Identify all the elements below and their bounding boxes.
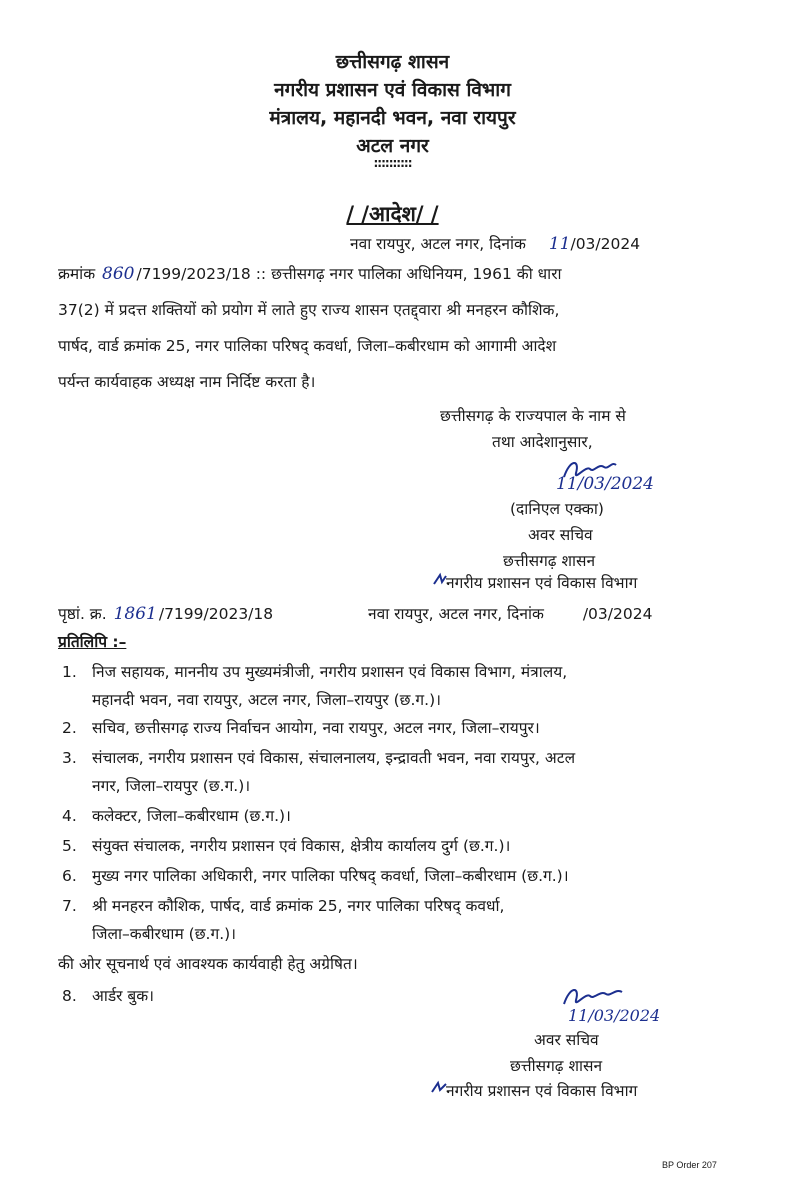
footer-label: BP Order 207 — [662, 1160, 717, 1170]
header-address: मंत्रालय, महानदी भवन, नवा रायपुर — [269, 107, 516, 129]
sig1-line2: तथा आदेशानुसार, — [492, 433, 593, 451]
order-date-handwritten: 11 — [548, 234, 571, 254]
forward-text: की ओर सूचनार्थ एवं आवश्यक कार्यवाही हेतु अग्रेषित। — [58, 955, 358, 973]
list-item-number: 4. — [62, 807, 77, 825]
list-item — [62, 894, 504, 916]
list-item-text: संचालक, नगरीय प्रशासन एवं विकास, संचालनालय, इन्द्रावती भवन, नवा रायपुर, अटल — [92, 749, 576, 767]
order-ref-prefix: क्रमांक — [58, 265, 96, 283]
order-ref-rest: /7199/2023/18 :: — [136, 265, 267, 283]
list-item-number: 3. — [62, 749, 77, 767]
header-divider: :::::::::: — [373, 156, 412, 170]
list-item-text: मुख्य नगर पालिका अधिकारी, नगर पालिका परिषद् कवर्धा, जिला–कबीरधाम (छ.ग.)। — [92, 867, 569, 885]
endorse-ref-handwritten: 1861 — [113, 604, 157, 624]
order-ref-handwritten: 860 — [102, 264, 135, 284]
sig2-dept: नगरीय प्रशासन एवं विकास विभाग — [446, 1082, 638, 1100]
list-item — [62, 804, 291, 826]
order-place-date: नवा रायपुर, अटल नगर, दिनांक — [350, 235, 526, 253]
endorse-date-line — [368, 602, 652, 624]
list-item-continuation: महानदी भवन, नवा रायपुर, अटल नगर, जिला–रायपुर (छ.ग.)। — [92, 691, 441, 709]
order-body-line2: 37(2) में प्रदत्त शक्तियों को प्रयोग में लाते हुए राज्य शासन एतद्द्वारा श्री मनहरन कौशिक, — [58, 301, 560, 319]
list-item — [62, 834, 510, 856]
list-item-text: आर्डर बुक। — [92, 987, 155, 1005]
list-item-text: संयुक्त संचालक, नगरीय प्रशासन एवं विकास, क्षेत्रीय कार्यालय दुर्ग (छ.ग.)। — [92, 837, 511, 855]
list-item-number: 5. — [62, 837, 77, 855]
order-ref-line — [58, 262, 562, 284]
sig2-signature-date: 11/03/2024 — [568, 1006, 661, 1025]
list-item-text: श्री मनहरन कौशिक, पार्षद, वार्ड क्रमांक 25, नगर पालिका परिषद् कवर्धा, — [92, 897, 505, 915]
sig2-govt: छत्तीसगढ़ शासन — [510, 1057, 603, 1075]
list-item-number: 7. — [62, 897, 77, 915]
list-item — [62, 660, 567, 682]
order-body-line3: पार्षद, वार्ड क्रमांक 25, नगर पालिका परिषद् कवर्धा, जिला–कबीरधाम को आगामी आदेश — [58, 337, 557, 355]
list-item — [62, 984, 154, 1006]
header-city: अटल नगर — [356, 135, 429, 157]
list-item-number: 2. — [62, 719, 77, 737]
endorse-place-date: नवा रायपुर, अटल नगर, दिनांक — [368, 605, 544, 623]
order-body-line1: छत्तीसगढ़ नगर पालिका अधिनियम, 1961 की धारा — [271, 265, 562, 283]
list-item — [62, 746, 575, 768]
endorse-ref-line — [58, 602, 273, 624]
endorse-ref-rest: /7199/2023/18 — [158, 605, 274, 623]
sig2-designation: अवर सचिव — [534, 1031, 599, 1049]
list-item-continuation: जिला–कबीरधाम (छ.ग.)। — [92, 925, 237, 943]
list-item-number: 6. — [62, 867, 77, 885]
list-item-text: सचिव, छत्तीसगढ़ राज्य निर्वाचन आयोग, नवा रायपुर, अटल नगर, जिला–रायपुर। — [92, 719, 540, 737]
list-item-text: कलेक्टर, जिला–कबीरधाम (छ.ग.)। — [92, 807, 291, 825]
list-item — [62, 864, 569, 886]
sig1-dept: नगरीय प्रशासन एवं विकास विभाग — [446, 574, 638, 592]
header-govt: छत्तीसगढ़ शासन — [335, 51, 450, 73]
order-title: / /आदेश/ / — [346, 202, 439, 226]
list-item-continuation: नगर, जिला–रायपुर (छ.ग.)। — [92, 777, 251, 795]
list-item-number: 1. — [62, 663, 77, 681]
endorse-ref-prefix: पृष्ठां. क्र. — [58, 605, 107, 623]
sig1-name: (दानिएल एक्का) — [510, 500, 604, 518]
sig1-signature-date: 11/03/2024 — [556, 474, 654, 494]
order-body-line4: पर्यन्त कार्यवाहक अध्यक्ष नाम निर्दिष्ट करता है। — [58, 373, 316, 391]
endorse-date-rest: /03/2024 — [582, 605, 653, 623]
list-item — [62, 716, 540, 738]
copy-title: प्रतिलिपि :– — [58, 633, 127, 651]
list-item-number: 8. — [62, 987, 77, 1005]
header-department: नगरीय प्रशासन एवं विकास विभाग — [274, 79, 511, 101]
sig1-designation: अवर सचिव — [528, 526, 593, 544]
sig1-govt: छत्तीसगढ़ शासन — [503, 552, 596, 570]
order-date-rest: /03/2024 — [570, 235, 641, 253]
order-date-line — [350, 232, 640, 254]
list-item-text: निज सहायक, माननीय उप मुख्यमंत्रीजी, नगरीय प्रशासन एवं विकास विभाग, मंत्रालय, — [92, 663, 568, 681]
sig1-line1: छत्तीसगढ़ के राज्यपाल के नाम से — [440, 407, 626, 425]
